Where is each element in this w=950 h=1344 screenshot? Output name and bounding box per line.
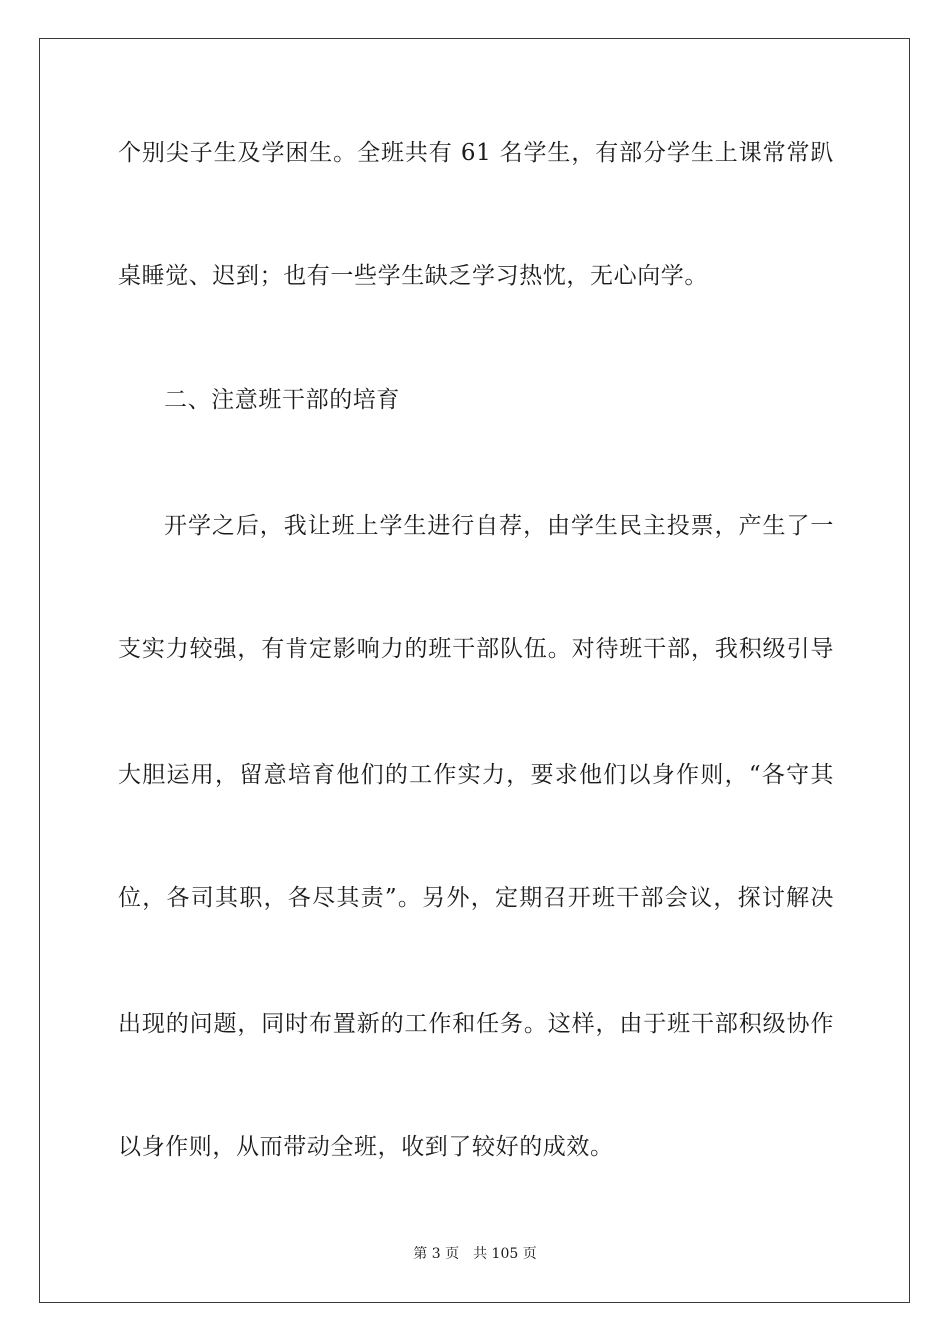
text-line-7: 位，各司其职，各尽其责”。另外，定期召开班干部会议，探讨解决 bbox=[118, 885, 834, 911]
text-line-4: 开学之后，我让班上学生进行自荐，由学生民主投票，产生了一 bbox=[164, 513, 834, 539]
page-total: 共 105 页 bbox=[473, 1246, 537, 1262]
text-line-9: 以身作则，从而带动全班，收到了较好的成效。 bbox=[118, 1134, 614, 1160]
page-footer bbox=[0, 1245, 950, 1263]
text-line-6: 大胆运用，留意培育他们的工作实力，要求他们以身作则，“各守其 bbox=[118, 762, 834, 788]
text-line-2: 桌睡觉、迟到；也有一些学生缺乏学习热忱，无心向学。 bbox=[118, 263, 708, 289]
section-heading: 二、注意班干部的培育 bbox=[164, 387, 400, 413]
text-line-5: 支实力较强，有肯定影响力的班干部队伍。对待班干部，我积级引导 bbox=[118, 636, 834, 662]
text-line-1: 个别尖子生及学困生。全班共有 61 名学生，有部分学生上课常常趴 bbox=[118, 140, 834, 166]
page-frame bbox=[39, 38, 910, 1303]
text-line-8: 出现的问题，同时布置新的工作和任务。这样，由于班干部积级协作 bbox=[118, 1011, 834, 1037]
page-number: 第 3 页 bbox=[413, 1246, 460, 1262]
